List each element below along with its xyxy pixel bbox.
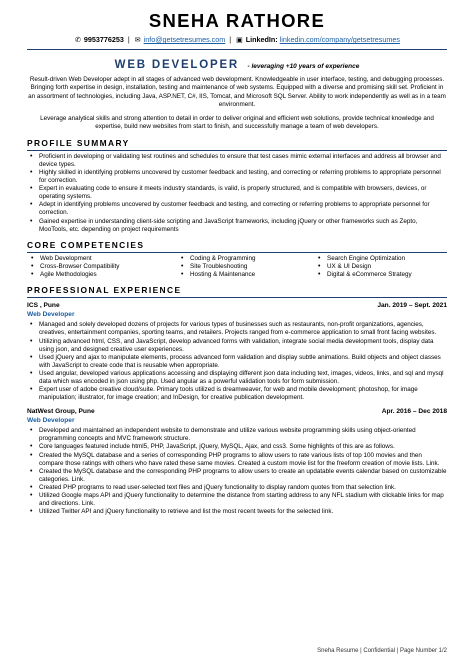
list-item: • Cross-Browser Compatibility [27,263,177,271]
first-name: SNEHA [148,10,220,31]
list-item: • Core languages featured include html5, PHP, JavaScript, jQuery, MySQL, Ajax, and css3. Some highlights of this are as follows. [27,443,447,451]
list-item: • Proficient in developing or validating test routines and schedules to ensure that test cases mimic external interfaces and address all browser and device types. [27,153,447,169]
company-name: ICS , Pune [27,302,60,310]
list-item: • Coding & Programming [177,255,314,263]
job-title: WEB DEVELOPER [114,59,240,71]
list-item: • Utilizing advanced html, CSS, and JavaScript, develop advanced forms with validation, integrate social media development tools, display data using json, and designed creative user experiences. [27,338,447,354]
job-dates: Apr. 2016 – Dec 2018 [381,408,447,416]
list-item: • Expert user of adobe creative cloud/suite. Primary tools utilized is dreamweaver, for web and mobile development; photoshop, for image manipulation; illustrator, for image creation; and InDesign, for creative publication development. [27,386,447,402]
list-item: • Search Engine Optimization [314,255,447,263]
professional-experience-section [27,285,447,516]
core-competencies-section [27,240,447,280]
job-dates: Jan. 2019 – Sept. 2021 [377,302,447,310]
header-divider [27,49,447,50]
list-item: • Utilized Google maps API and jQuery functionality to determine the distance from starting address to any NFL stadium with clickable links for map and directions. Link. [27,492,447,508]
list-item: • Agile Methodologies [27,271,177,279]
separator: | [127,35,130,44]
linkedin-link[interactable]: linkedin.com/company/getsetresumes [279,35,400,44]
list-item: • Expert in evaluating code to ensure it meets industry standards, is valid, is properly structured, and is compatible with browsers, devices, or operating systems. [27,185,447,201]
page-footer: Sneha Resume | Confidential | Page Number 1/2 [317,648,447,654]
email-link[interactable]: info@getsetresumes.com [143,35,226,44]
job-header [27,407,447,416]
headline [27,58,447,73]
job-role: Web Developer [27,417,75,425]
separator: | [229,35,232,44]
email-icon: ✉ [134,37,141,44]
list-item: • Digital & eCommerce Strategy [314,271,447,279]
list-item: • Used angular, developed various applications accessing and displaying different json data including text, images, videos, links, and sql and mysql data which was encoded in json using php. Used angular as a powerful validation tools for form submission. [27,370,447,386]
list-item: • Gained expertise in understanding client-side scripting and JavaScript frameworks, including jQuery or other frameworks such as Zepto, MooTools, etc. depending on project requirements [27,218,447,234]
summary-paragraph: Result-driven Web Developer adept in all stages of advanced web development. Knowledgeable in user interface, testing, and debugging processes. Bringing forth expertise in design, installation, testing and maintenance of web systems. Equipped with a diverse and promising skill set. Proficient in an assortment of technologies, including Java, ASP.NET, C#, IIS, Tomcat, and Microsoft SQL Server. Ability to work independently as well as in a team environment. [28,76,446,108]
competency-column [314,255,447,280]
list-item: • Web Development [27,255,177,263]
job-header [27,301,447,310]
competency-column [27,255,177,280]
job-bullets [27,427,447,516]
profile-list [27,153,447,234]
list-item: • Managed and solely developed dozens of projects for various types of businesses such as restaurants, non-profit organizations, agencies, creatives, entertainment companies, sporting teams, and retailers. Projects ranged from e-commerce application to small front facing websites. [27,321,447,337]
company-name: NatWest Group, Pune [27,408,95,416]
phone-number: 9953776253 [83,35,124,44]
list-item: • Developed and maintained an independent website to demonstrate and utilize various website programming skills using object-oriented programming concepts and MVC framework structure. [27,427,447,443]
candidate-name [27,0,447,32]
section-title: CORE COMPETENCIES [27,240,447,253]
profile-summary-section [27,138,447,234]
job-subtitle: - leveraging +10 years of experience [247,63,360,70]
linkedin-label: LinkedIn: [245,35,278,44]
competency-grid [27,255,447,280]
summary-paragraph: Leverage analytical skills and strong attention to detail in order to deliver original and efficient web solutions, provide technical knowledge and expertise, build new websites from start to finish, and successfully manage a team of web developers. [40,115,434,131]
section-title: PROFESSIONAL EXPERIENCE [27,285,447,298]
section-title: PROFILE SUMMARY [27,138,447,151]
list-item: • Created the MySQL database and a series of corresponding PHP programs to allow users to rate various lists of top 100 movies and then compare those ratings with others who have rated these same movies. Created a custom movie list for the freeform creation of movie lists. Link. [27,452,447,468]
list-item: • Used jQuery and ajax to manipulate elements, process advanced form validation and display subtle animations. Build objects and object classes with JavaScript to create code that is reusable when appropriate. [27,354,447,370]
job-bullets [27,321,447,402]
linkedin-icon: ▣ [236,37,243,44]
list-item: • UX & UI Design [314,263,447,271]
competency-column [177,255,314,280]
list-item: • Utilized Twitter API and jQuery functionality to retrieve and list the most recent tweets for the selected link. [27,508,447,516]
list-item: • Adept in identifying problems uncovered by customer feedback and testing, and correcting or referring problems to appropriate personnel for correction. [27,201,447,217]
job-role: Web Developer [27,311,75,319]
contact-line [27,35,447,46]
list-item: • Site Troubleshooting [177,263,314,271]
list-item: • Created PHP programs to read user-selected text files and jQuery functionality to display random quotes from that selection link. [27,484,447,492]
list-item: • Hosting & Maintenance [177,271,314,279]
last-name: RATHORE [225,10,326,31]
list-item: • Created the MySQL database and the corresponding PHP programs to allow users to create an updatable events calendar based on customizable categories. Link. [27,468,447,484]
list-item: • Highly skilled in identifying problems uncovered by customer feedback and testing, and correcting or referring problems to appropriate personnel for correction. [27,169,447,185]
phone-icon: ✆ [75,37,81,44]
